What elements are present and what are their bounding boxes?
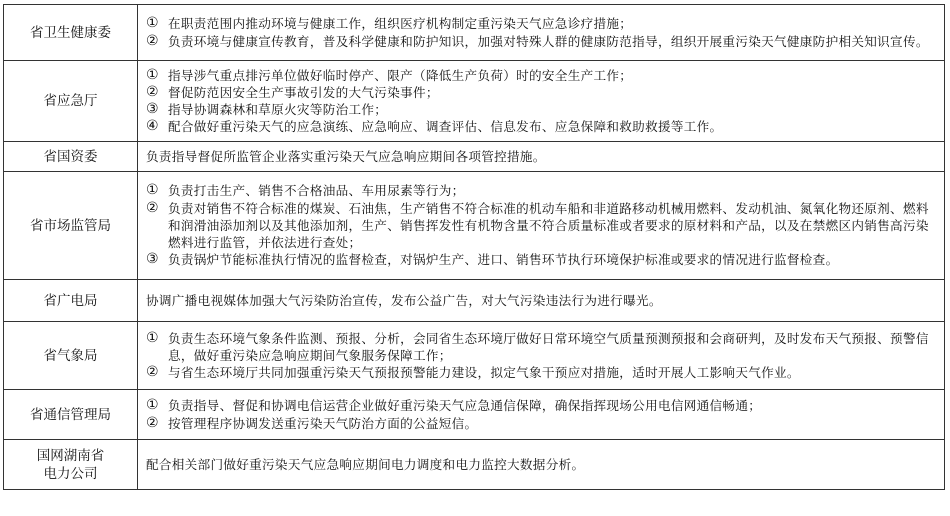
duty-item [146,330,938,364]
item-number: ① [146,397,159,414]
duty-text: 负责指导督促所监管企业落实重污染天气应急响应期间各项管控措施。 [138,142,945,172]
department-name: 省气象局 [4,322,138,390]
duty-item [146,415,938,432]
item-number: ② [146,414,159,431]
item-number: ③ [146,251,159,268]
item-number: ④ [146,118,159,135]
duty-item [146,67,938,84]
duty-text: 负责生态环境气象条件监测、预报、分析，会同省生态环境厅做好日常环境空气质量预测预报和会商研判，及时发布天气预报、预警信息，做好重污染应急响应期间气象服务保障工作； [168,330,929,363]
duty-item [146,101,938,118]
duty-item [146,15,938,32]
duty-text: 负责环境与健康宣传教育，普及科学健康和防护知识，加强对特殊人群的健康防范指导，组织开展重污染天气健康防护相关知识宣传。 [168,33,929,49]
table-row [4,390,945,440]
department-name: 省应急厅 [4,61,138,142]
item-number: ① [146,15,159,32]
table-row [4,440,945,490]
duty-item [146,397,938,414]
duty-list [138,5,945,61]
duty-text: 负责锅炉节能标准执行情况的监督检查，对锅炉生产、进口、销售环节执行环境保护标准或要求的情况进行监督检查。 [168,252,839,268]
duty-text: 按管理程序协调发送重污染天气防治方面的公益短信。 [168,415,478,431]
department-name: 省通信管理局 [4,390,138,440]
duty-list [138,172,945,280]
duty-list [138,390,945,440]
duty-text: 负责指导、督促和协调电信运营企业做好重污染天气应急通信保障，确保指挥现场公用电信网通信畅通； [168,398,762,414]
item-number: ③ [146,101,159,117]
duty-item [146,84,938,101]
item-number: ① [146,329,159,346]
duty-item [146,33,938,50]
duty-text: 配合做好重污染天气的应急演练、应急响应、调查评估、信息发布、应急保障和救助救援等工作。 [168,119,723,135]
duty-item [146,251,938,268]
table-row [4,5,945,61]
duty-list [138,322,945,390]
department-name-line: 电力公司 [43,465,98,482]
item-number: ① [146,182,159,199]
duty-text: 与省生态环境厅共同加强重污染天气预报预警能力建设，拟定气象干预应对措施，适时开展人工影响天气作业。 [168,365,800,381]
table-row [4,142,945,172]
department-name: 省国资委 [4,142,138,172]
table-row [4,172,945,280]
department-name: 省市场监管局 [4,172,138,280]
duty-item [146,364,938,381]
duty-text: 督促防范因安全生产事故引发的大气污染事件； [168,84,439,100]
duty-text: 配合相关部门做好重污染天气应急响应期间电力调度和电力监控大数据分析。 [138,440,945,490]
item-number: ② [146,32,159,49]
duty-text: 指导涉气重点排污单位做好临时停产、限产（降低生产负荷）时的安全生产工作； [168,67,633,83]
item-number: ② [146,83,159,100]
table-row [4,280,945,322]
department-name: 省广电局 [4,280,138,322]
duty-item [146,118,938,135]
duty-text: 指导协调森林和草原火灾等防治工作； [168,102,388,117]
item-number: ② [146,199,159,216]
department-name-line: 国网湖南省 [36,447,105,464]
table-row [4,322,945,390]
table-row [4,61,945,142]
item-number: ① [146,66,159,83]
duty-item [146,182,938,199]
department-name [4,440,138,490]
department-name: 省卫生健康委 [4,5,138,61]
duty-text: 在职责范围内推动环境与健康工作，组织医疗机构制定重污染天气应急诊疗措施； [168,16,633,32]
duty-list [138,61,945,142]
duty-text: 负责对销售不符合标准的煤炭、石油焦，生产销售不符合标准的机动车船和非道路移动机械用燃料、发动机油、氮氧化物还原剂、燃料和润滑油添加剂以及其他添加剂，生产、销售挥发性有机物含量不符合质量标准或者要求的原材料和产品，以及在禁燃区内销售高污染燃料进行监管，并依法进行查处； [168,200,929,251]
duty-text: 协调广播电视媒体加强大气污染防治宣传，发布公益广告，对大气污染违法行为进行曝光。 [138,280,945,322]
duty-text: 负责打击生产、销售不合格油品、车用尿素等行为； [168,183,465,199]
department-duty-table [3,4,945,490]
item-number: ② [146,364,159,381]
duty-item [146,200,938,252]
